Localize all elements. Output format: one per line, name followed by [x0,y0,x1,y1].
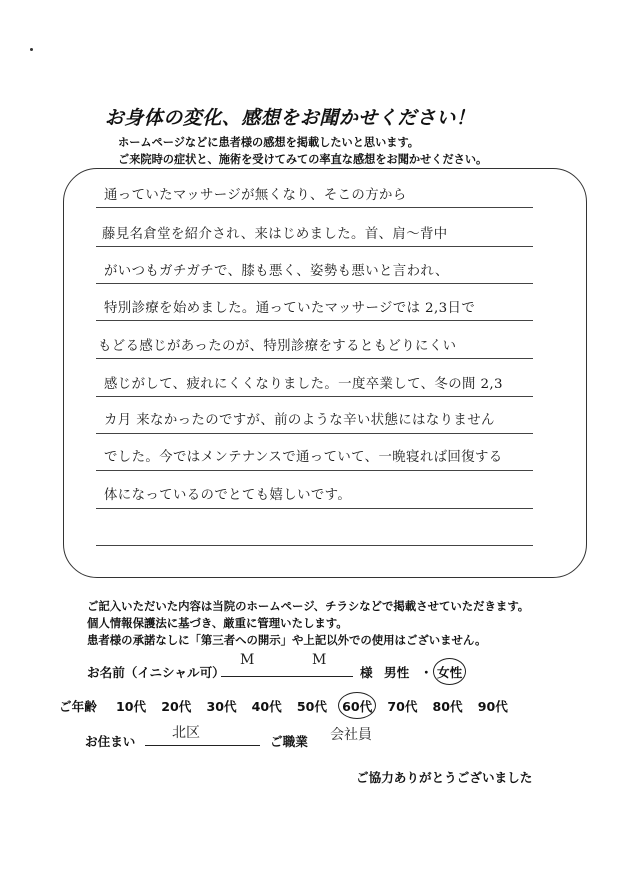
age-option-40s[interactable]: 40代 [251,699,282,714]
age-option-10s[interactable]: 10代 [116,699,147,714]
handwritten-line: 感じがして、疲れにくくなりました。一度卒業して、冬の間 2,3 [104,377,503,392]
gender-male-option[interactable]: 男性 [384,665,410,680]
name-field-line [221,676,353,677]
handwritten-line: でした。今ではメンテナンスで通っていて、一晩寝れば回復する [104,450,503,465]
age-options [116,696,518,715]
handwritten-line: 特別診療を始めました。通っていたマッサージでは 2,3日で [104,301,476,316]
handwritten-line: カ月 来なかったのですが、前のような辛い状態にはなりません [104,413,495,428]
job-label: ご職業 [270,734,308,749]
age-option-20s[interactable]: 20代 [161,699,192,714]
scan-speck [30,48,33,51]
notice-line-2: 個人情報保護法に基づき、厳重に管理いたします。 [87,616,348,630]
job-value[interactable]: 会社員 [330,727,372,743]
notice-line-3: 患者様の承諾なしに「第三者への開示」や上記以外での使用はございません。 [87,633,487,647]
ruled-line [96,358,533,359]
name-label: お名前（イニシャル可） [87,665,225,680]
handwritten-line: 体になっているのでとても嬉しいです。 [104,488,352,503]
handwritten-line: 藤見名倉堂を紹介され、来はじめました。首、肩〜背中 [102,227,448,242]
notice-line-1: ご記入いただいた内容は当院のホームページ、チラシなどで掲載させていただきます。 [87,599,530,613]
ruled-line [96,396,533,397]
age-label: ご年齢 [59,699,97,714]
gender-female-option[interactable]: 女性 [437,662,462,681]
age-option-70s[interactable]: 70代 [387,699,418,714]
address-label: お住まい [85,734,136,749]
age-option-30s[interactable]: 30代 [206,699,237,714]
intro-line-1: ホームページなどに患者様の感想を掲載したいと思います。 [118,136,419,149]
ruled-line [96,508,533,509]
ruled-line [96,207,533,208]
thanks-text: ご協力ありがとうございました [356,770,533,785]
address-field-line [145,745,260,746]
age-option-90s[interactable]: 90代 [477,699,508,714]
handwritten-line: もどる感じがあったのが、特別診療をするともどりにくい [98,339,457,354]
age-option-60s[interactable]: 60代 [342,696,372,715]
ruled-line [96,283,533,284]
page-title: お身体の変化、感想をお聞かせください！ [104,107,476,129]
age-option-50s[interactable]: 50代 [296,699,327,714]
name-initial-last[interactable]: M [312,652,327,668]
ruled-line [96,320,533,321]
handwritten-line: 通っていたマッサージが無くなり、そこの方から [104,188,407,203]
address-value[interactable]: 北区 [172,725,200,741]
handwritten-line: がいつもガチガチで、膝も悪く、姿勢も悪いと言われ、 [104,264,449,279]
intro-line-2: ご来院時の症状と、施術を受けてみての率直な感想をお聞かせください。 [118,153,488,166]
ruled-line [96,433,533,434]
gender-separator: ・ [420,665,433,680]
age-option-80s[interactable]: 80代 [432,699,463,714]
ruled-line [96,246,533,247]
honorific-label: 様 [360,665,373,680]
ruled-line [96,545,533,546]
name-initial-first[interactable]: M [240,652,255,668]
ruled-line [96,470,533,471]
